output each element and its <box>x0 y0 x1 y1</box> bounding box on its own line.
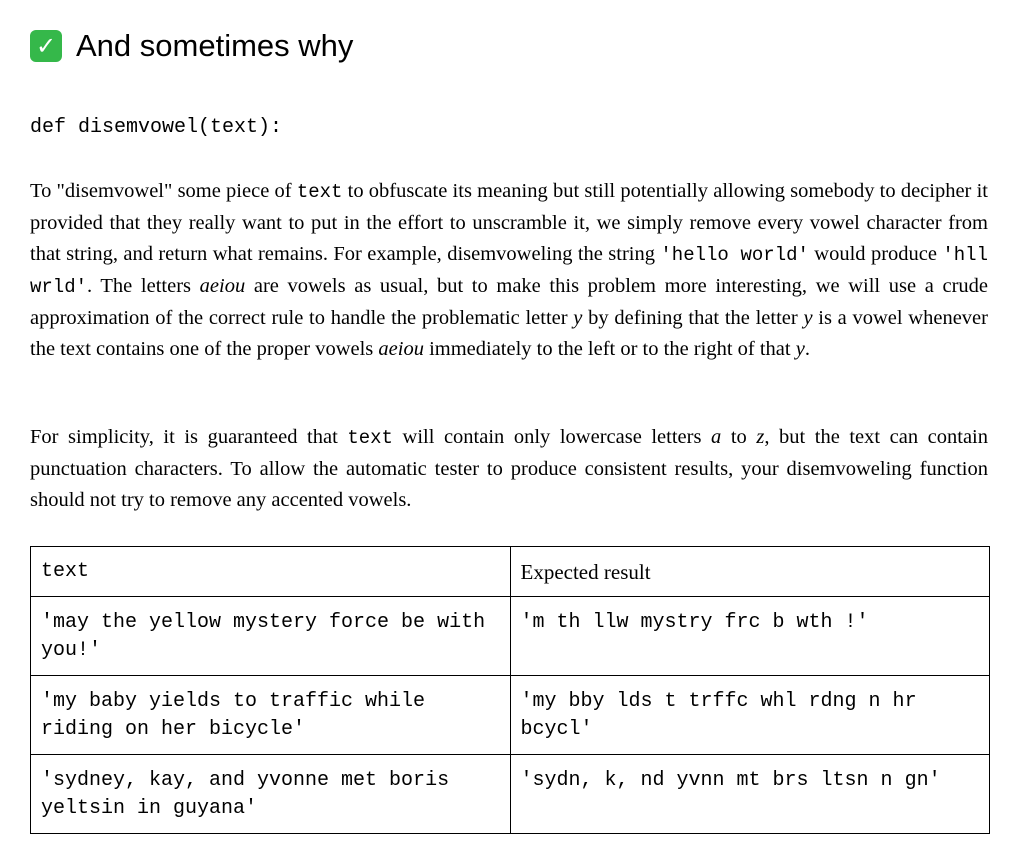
table-row <box>31 597 990 676</box>
result-cell: 'my bby lds t trffc whl rdng n hr bcycl' <box>510 676 990 755</box>
code-hll-wrld: 'hll wrld' <box>30 244 988 298</box>
emphasis-aeiou: aeiou <box>199 275 246 297</box>
emphasis-y: y <box>795 338 805 360</box>
table-row <box>31 755 990 834</box>
text-segment: is a vowel whenever the text contains one of the proper vowels <box>30 307 988 360</box>
input-cell: 'sydney, kay, and yvonne met boris yeltsin in guyana' <box>31 755 511 834</box>
text-segment: to <box>721 426 757 448</box>
text-segment: . <box>804 338 810 360</box>
text-segment: immediately to the left or to the right of that <box>423 338 796 360</box>
check-mark-icon: ✓ <box>30 30 62 62</box>
examples-table <box>30 546 990 834</box>
simplicity-paragraph <box>30 422 988 516</box>
text-segment: To "disemvowel" some piece of <box>30 180 297 202</box>
emphasis-y: y <box>573 307 583 329</box>
emphasis-aeiou: aeiou <box>378 338 424 360</box>
code-hello-world: 'hello world' <box>660 244 809 266</box>
table-header-row <box>31 547 990 597</box>
text-segment: would produce <box>808 243 943 265</box>
text-segment: . The letters <box>87 275 200 297</box>
code-text: text <box>296 181 343 203</box>
table-row <box>31 676 990 755</box>
text-segment: to obfuscate its meaning but still potentially allowing somebody to decipher it provided that they really want to put in the effort to unscramble it, we simply remove every vowel character from that string, and return what remains. For example, disemvoweling the string <box>30 180 988 265</box>
page-title: And sometimes why <box>76 28 354 63</box>
text-segment: by defining that the letter <box>582 307 804 329</box>
column-header-expected: Expected result <box>510 547 990 597</box>
text-segment: are vowels as usual, but to make this problem more interesting, we will use a crude approximation of the correct rule to handle the problematic letter <box>30 275 988 329</box>
text-segment: , but the text can contain punctuation characters. To allow the automatic tester to produce consistent results, your disemvoweling function should not try to remove any accented vowels. <box>30 426 988 511</box>
text-segment: will contain only lowercase letters <box>392 426 712 448</box>
emphasis-a: a <box>711 426 722 448</box>
input-cell: 'my baby yields to traffic while riding on her bicycle' <box>31 676 511 755</box>
column-header-text: text <box>31 547 511 597</box>
function-signature: def disemvowel(text): <box>30 116 283 139</box>
code-text: text <box>347 427 393 449</box>
heading <box>30 28 353 64</box>
result-cell: 'm th llw mystry frc b wth !' <box>510 597 990 676</box>
input-cell: 'may the yellow mystery force be with you!' <box>31 597 511 676</box>
result-cell: 'sydn, k, nd yvnn mt brs ltsn n gn' <box>510 755 990 834</box>
description-paragraph <box>30 176 988 365</box>
emphasis-z: z <box>756 426 765 448</box>
emphasis-y: y <box>803 307 813 329</box>
text-segment: For simplicity, it is guaranteed that <box>30 426 348 448</box>
